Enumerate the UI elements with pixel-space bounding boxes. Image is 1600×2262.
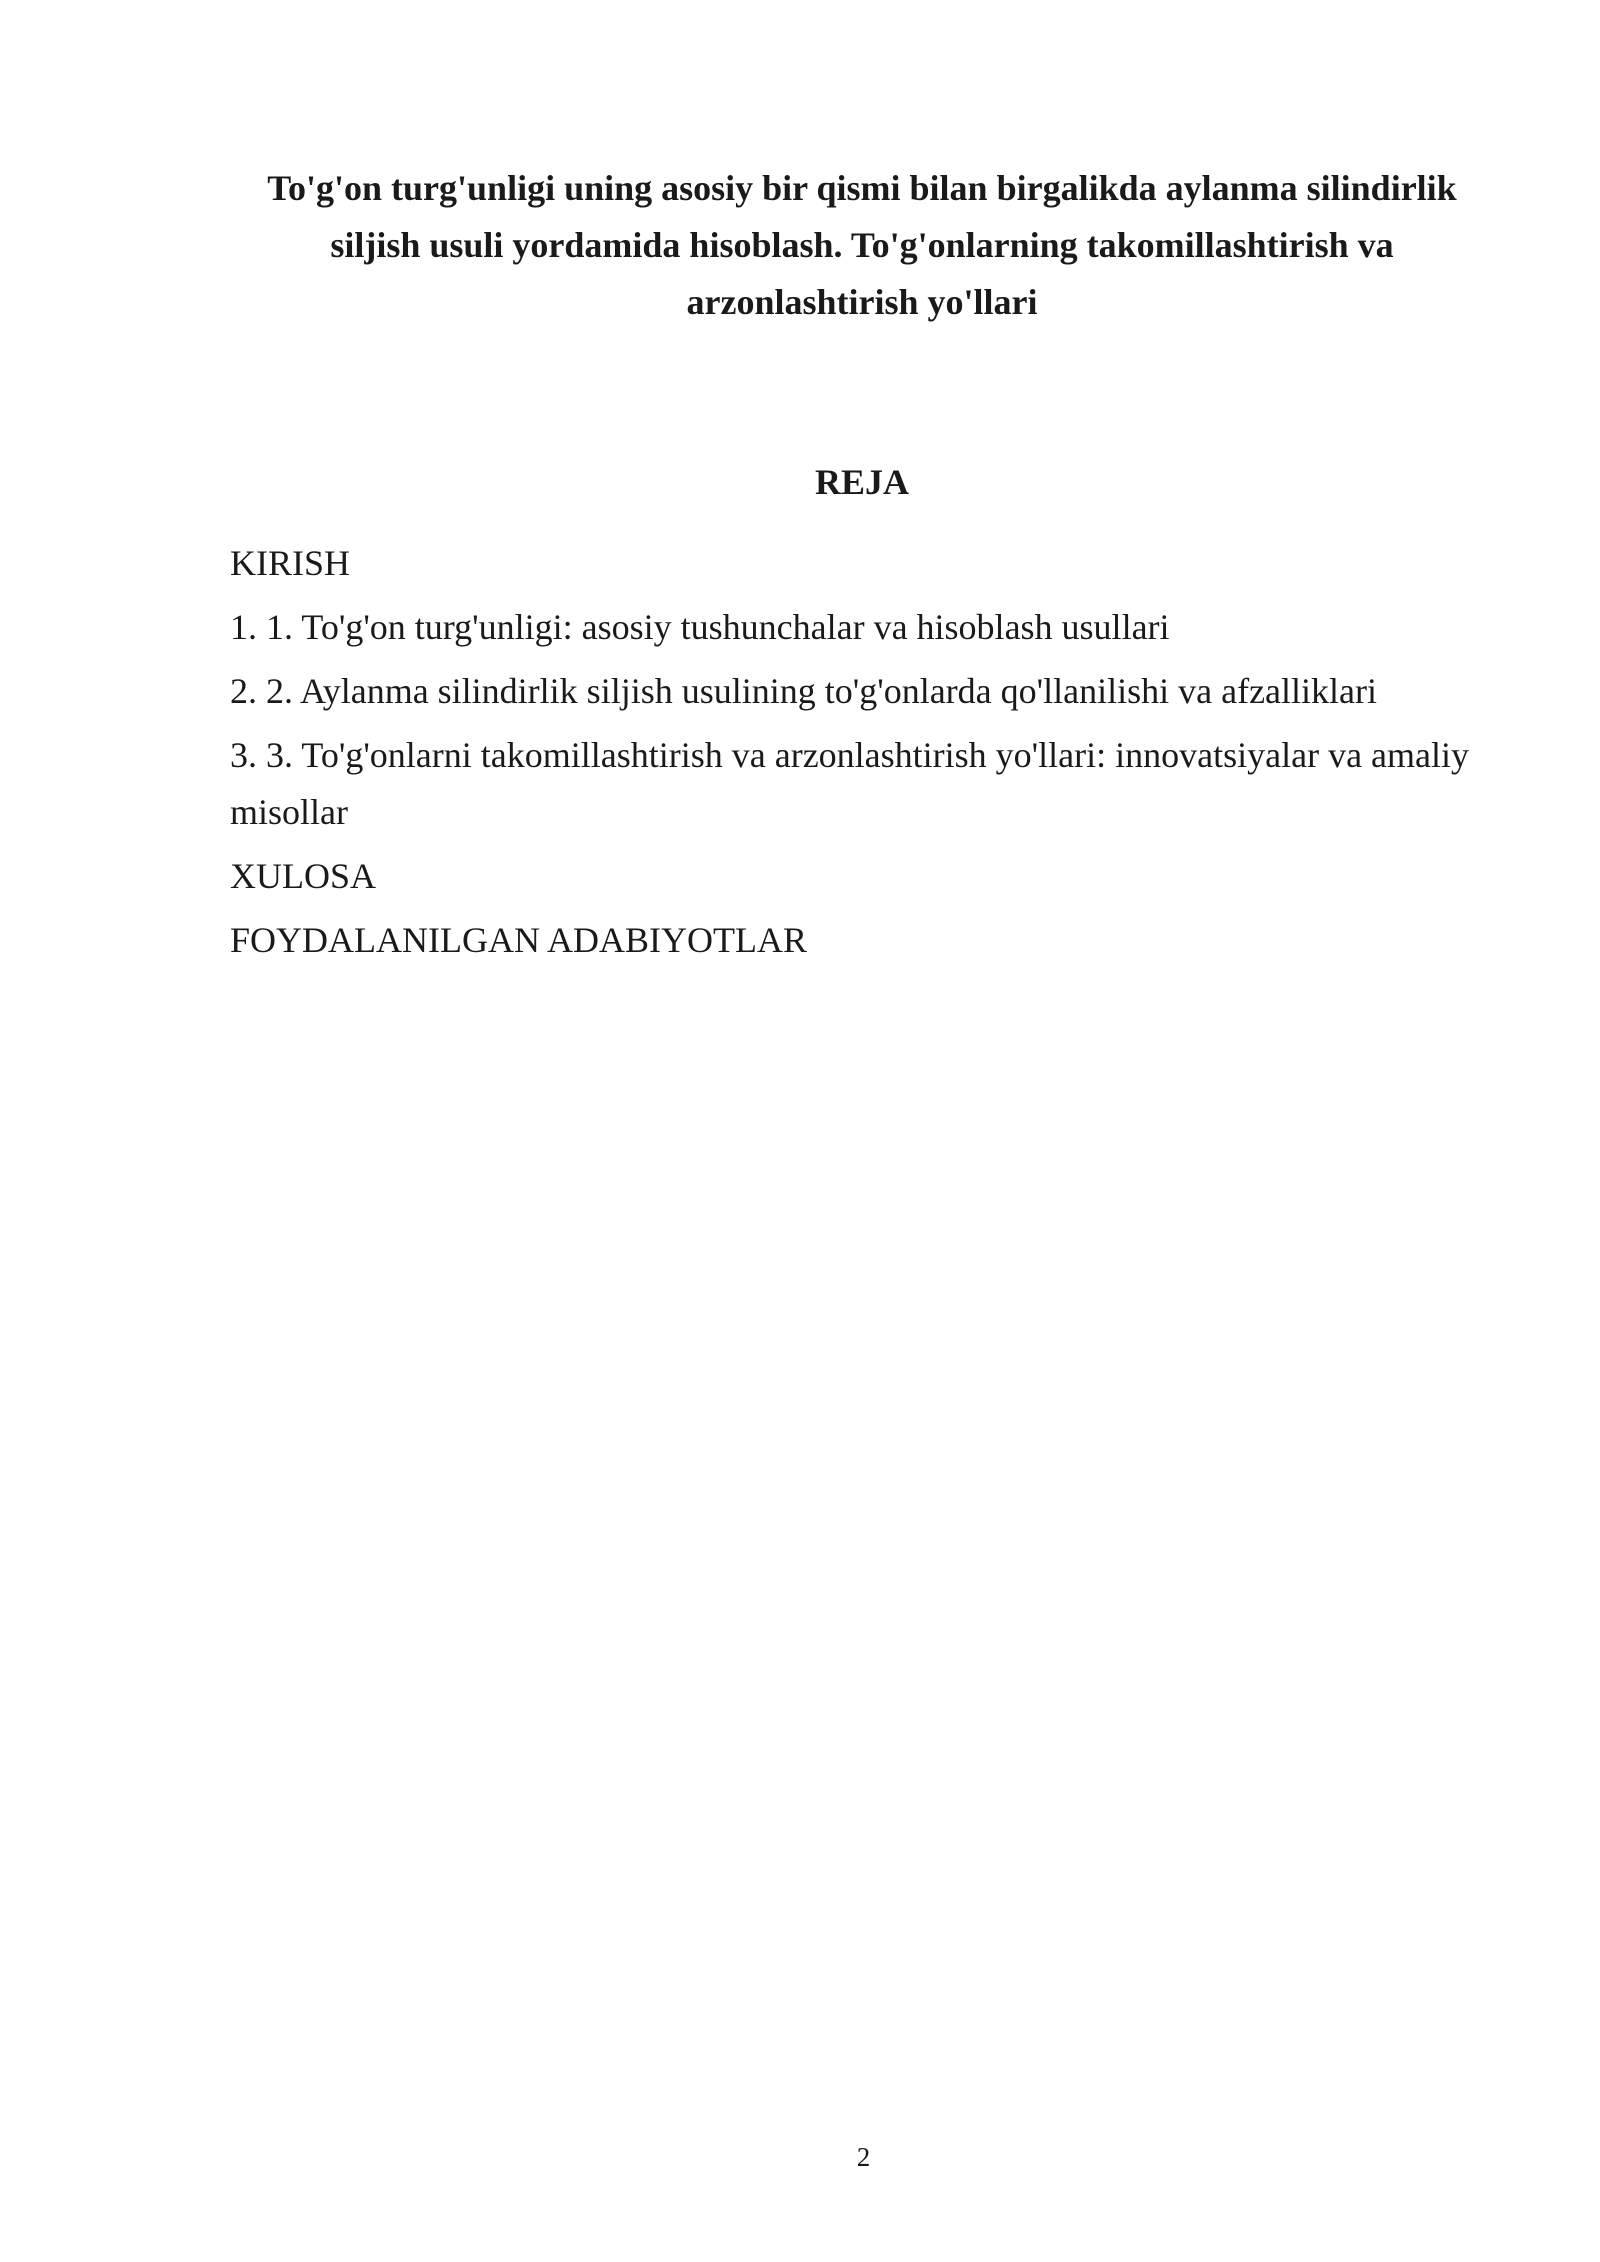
plan-heading: REJA (814, 462, 909, 502)
document-title: To'g'on turg'unligi uning asosiy bir qismi bilan birgalikda aylanma silindirlik siljish usuli yordamida hisoblash. To'g'onlarning takomillashtirish va arzonlashtirish yo'llari (267, 168, 1457, 322)
toc-item-conclusion: XULOSA (230, 856, 377, 896)
toc-item-1: 1. 1. To'g'on turg'unligi: asosiy tushunchalar va hisoblash usullari (230, 607, 1170, 647)
table-of-contents (230, 535, 1496, 976)
page-number: 2 (856, 2142, 871, 2172)
toc-item-introduction: KIRISH (230, 543, 351, 583)
toc-item-references: FOYDALANILGAN ADABIYOTLAR (230, 920, 807, 960)
toc-item-3: 3. 3. To'g'onlarni takomillashtirish va arzonlashtirish yo'llari: innovatsiyalar va amaliy misollar (230, 735, 1470, 832)
toc-item-2: 2. 2. Aylanma silindirlik siljish usulining to'g'onlarda qo'llanilishi va afzalliklari (230, 671, 1378, 711)
